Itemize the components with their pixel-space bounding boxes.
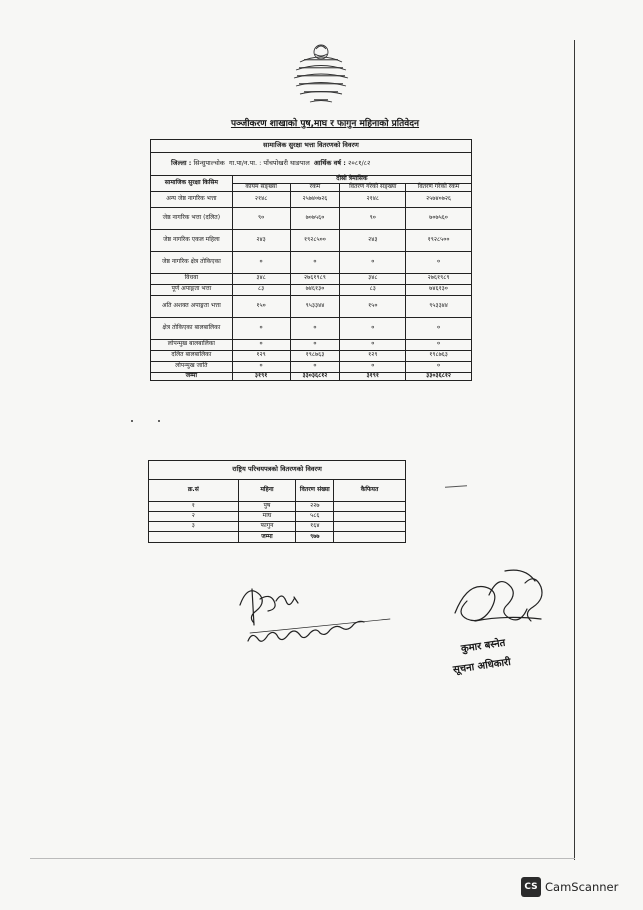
row-cell: १५०: [232, 295, 290, 317]
row-cell: २७६१९८९: [406, 273, 472, 284]
table-row: [151, 284, 472, 295]
row-cell: २४३: [340, 229, 406, 251]
row-cell: ०: [290, 317, 340, 339]
table-row: [151, 251, 472, 273]
total-distributed-amount: ३३०३६८१२: [406, 372, 472, 380]
row-cell: ९५३३४४: [406, 295, 472, 317]
table-row: [151, 361, 472, 372]
table-row: [151, 229, 472, 251]
row-category: क्षेत्र तोकिएका बालबालिका: [151, 317, 233, 339]
total-row: [151, 372, 472, 380]
table-row: [151, 207, 472, 229]
municipality-value: पाँचपोखरी थाङपाल: [263, 159, 310, 168]
row-cell: ७०७५६०: [406, 207, 472, 229]
row-category: लोपन्मुख जाति: [151, 361, 233, 372]
row-cell: ०: [340, 317, 406, 339]
table-caption: राष्ट्रिय परिचयपत्रको वितरणको विवरण: [149, 461, 406, 480]
row-category: लोपन्मुख बालबालिका: [151, 339, 233, 350]
row-cell: फागुन: [238, 522, 296, 532]
table-row: [151, 317, 472, 339]
row-cell: ३४८: [340, 273, 406, 284]
total-count: ३१९१: [232, 372, 290, 380]
row-cell: ०: [290, 251, 340, 273]
row-cell: ०: [232, 317, 290, 339]
row-cell: [334, 512, 406, 522]
header-serial: क्र.सं: [149, 480, 239, 502]
row-category: पूर्ण अपाङ्गता भत्ता: [151, 284, 233, 295]
row-cell: १५०: [340, 295, 406, 317]
row-cell: ०: [340, 339, 406, 350]
total-label: जम्मा: [151, 372, 233, 380]
row-cell: २२७: [296, 502, 334, 512]
document-title: पञ्जीकरण शाखाको पुष,माघ र फागुन महिनाको प्रतिवेदन: [230, 119, 420, 129]
fiscal-year-label: आर्थिक वर्ष :: [313, 159, 346, 168]
table-meta: [151, 153, 472, 176]
page-edge-bottom: [30, 858, 575, 859]
table-body: [149, 502, 406, 532]
row-cell: ९०: [232, 207, 290, 229]
header-distributed-count: वितरण गरेको संङ्ख्या: [340, 183, 406, 191]
header-amount: रकम: [290, 183, 340, 191]
table-row: [151, 339, 472, 350]
row-cell: ०: [340, 361, 406, 372]
district-value: सिन्धुपाल्चोक: [193, 159, 225, 168]
camscanner-label: CamScanner: [545, 880, 619, 894]
row-cell: ०: [406, 339, 472, 350]
row-cell: १९२८५००: [290, 229, 340, 251]
row-cell: ३४८: [232, 273, 290, 284]
row-cell: ०: [290, 361, 340, 372]
row-cell: ५८६: [296, 512, 334, 522]
row-cell: १९२८५००: [406, 229, 472, 251]
header-distributed-amount: वितरण गरेको रकम: [406, 183, 472, 191]
total-remarks: [334, 532, 406, 543]
row-cell: १२९: [232, 350, 290, 361]
table-row: [151, 350, 472, 361]
scan-speck: [131, 420, 133, 422]
header-category: सामाजिक सुरक्षा किसिम: [151, 176, 233, 192]
right-signature: [445, 565, 565, 635]
scan-mark: [445, 485, 467, 488]
table-row: [149, 512, 406, 522]
row-cell: २५७४०७२६: [406, 191, 472, 207]
row-cell: २१४८: [340, 191, 406, 207]
table-row: [149, 502, 406, 512]
right-signature-role: सूचना अधिकारी: [452, 656, 512, 676]
row-category: दलित बालबालिका: [151, 350, 233, 361]
header-distribution-count: वितरण संख्या: [296, 480, 334, 502]
row-cell: ७०७५६०: [290, 207, 340, 229]
row-category: जेष्ठ नागरिक क्षेत्र तोकिएका: [151, 251, 233, 273]
header-remarks: कैफियत: [334, 480, 406, 502]
social-security-table: [150, 139, 472, 381]
row-cell: २: [149, 512, 239, 522]
row-cell: [334, 502, 406, 512]
table-row: [149, 522, 406, 532]
row-category: जेष्ठ नागरिक भत्ता (दलित): [151, 207, 233, 229]
row-cell: २४३: [232, 229, 290, 251]
row-cell: २१४८: [232, 191, 290, 207]
right-signature-name: कुमार बस्नेत: [460, 637, 507, 655]
row-category: जेष्ठ नागरिक एकल महिला: [151, 229, 233, 251]
row-cell: ०: [232, 251, 290, 273]
total-distributed-count: ३१९१: [340, 372, 406, 380]
row-cell: ३: [149, 522, 239, 532]
row-cell: ०: [406, 251, 472, 273]
row-category: विधवा: [151, 273, 233, 284]
table-row: [151, 273, 472, 284]
scan-speck: [158, 420, 160, 422]
row-cell: पुष: [238, 502, 296, 512]
row-category: अति अशक्त अपाङ्गता भत्ता: [151, 295, 233, 317]
total-count: ९७७: [296, 532, 334, 543]
total-label: जम्मा: [238, 532, 296, 543]
total-row: [149, 532, 406, 543]
row-cell: ९०: [340, 207, 406, 229]
row-cell: १: [149, 502, 239, 512]
row-cell: [334, 522, 406, 532]
row-cell: ८३: [232, 284, 290, 295]
table-row: [151, 295, 472, 317]
row-cell: १६४: [296, 522, 334, 532]
table-row: [151, 191, 472, 207]
camscanner-logo-icon: CS: [521, 877, 541, 897]
total-serial: [149, 532, 239, 543]
header-count: कायम संङ्ख्या: [232, 183, 290, 191]
row-cell: ७४६१३०: [406, 284, 472, 295]
table-caption: सामाजिक सुरक्षा भत्ता वितरणको विवरण: [151, 140, 472, 153]
row-cell: माघ: [238, 512, 296, 522]
district-label: जिल्ला :: [171, 159, 192, 168]
row-cell: १२९: [340, 350, 406, 361]
row-cell: ०: [290, 339, 340, 350]
row-cell: ९५३३४४: [290, 295, 340, 317]
row-cell: ०: [406, 361, 472, 372]
total-amount: ३३०३६८१२: [290, 372, 340, 380]
municipality-label: गा.पा/न.पा. :: [228, 159, 262, 168]
fiscal-year-value: २०८१/८२: [347, 159, 371, 168]
row-cell: ०: [232, 339, 290, 350]
row-cell: ०: [232, 361, 290, 372]
row-cell: २७६१९८९: [290, 273, 340, 284]
row-cell: १९८७६३: [290, 350, 340, 361]
row-cell: २५७४०७२६: [290, 191, 340, 207]
row-cell: १९८७६३: [406, 350, 472, 361]
national-id-table: [148, 460, 406, 543]
camscanner-watermark: [521, 876, 618, 898]
row-cell: ८३: [340, 284, 406, 295]
row-cell: ७४६१३०: [290, 284, 340, 295]
header-period: दोस्रो त्रैमासिक: [232, 176, 471, 184]
row-category: अन्य जेष्ठ नागरिक भत्ता: [151, 191, 233, 207]
government-seal-icon: [282, 40, 360, 110]
row-cell: ०: [406, 317, 472, 339]
header-month: महिना: [238, 480, 296, 502]
page-edge-right: [574, 40, 575, 860]
row-cell: ०: [340, 251, 406, 273]
table-body: [151, 191, 472, 372]
